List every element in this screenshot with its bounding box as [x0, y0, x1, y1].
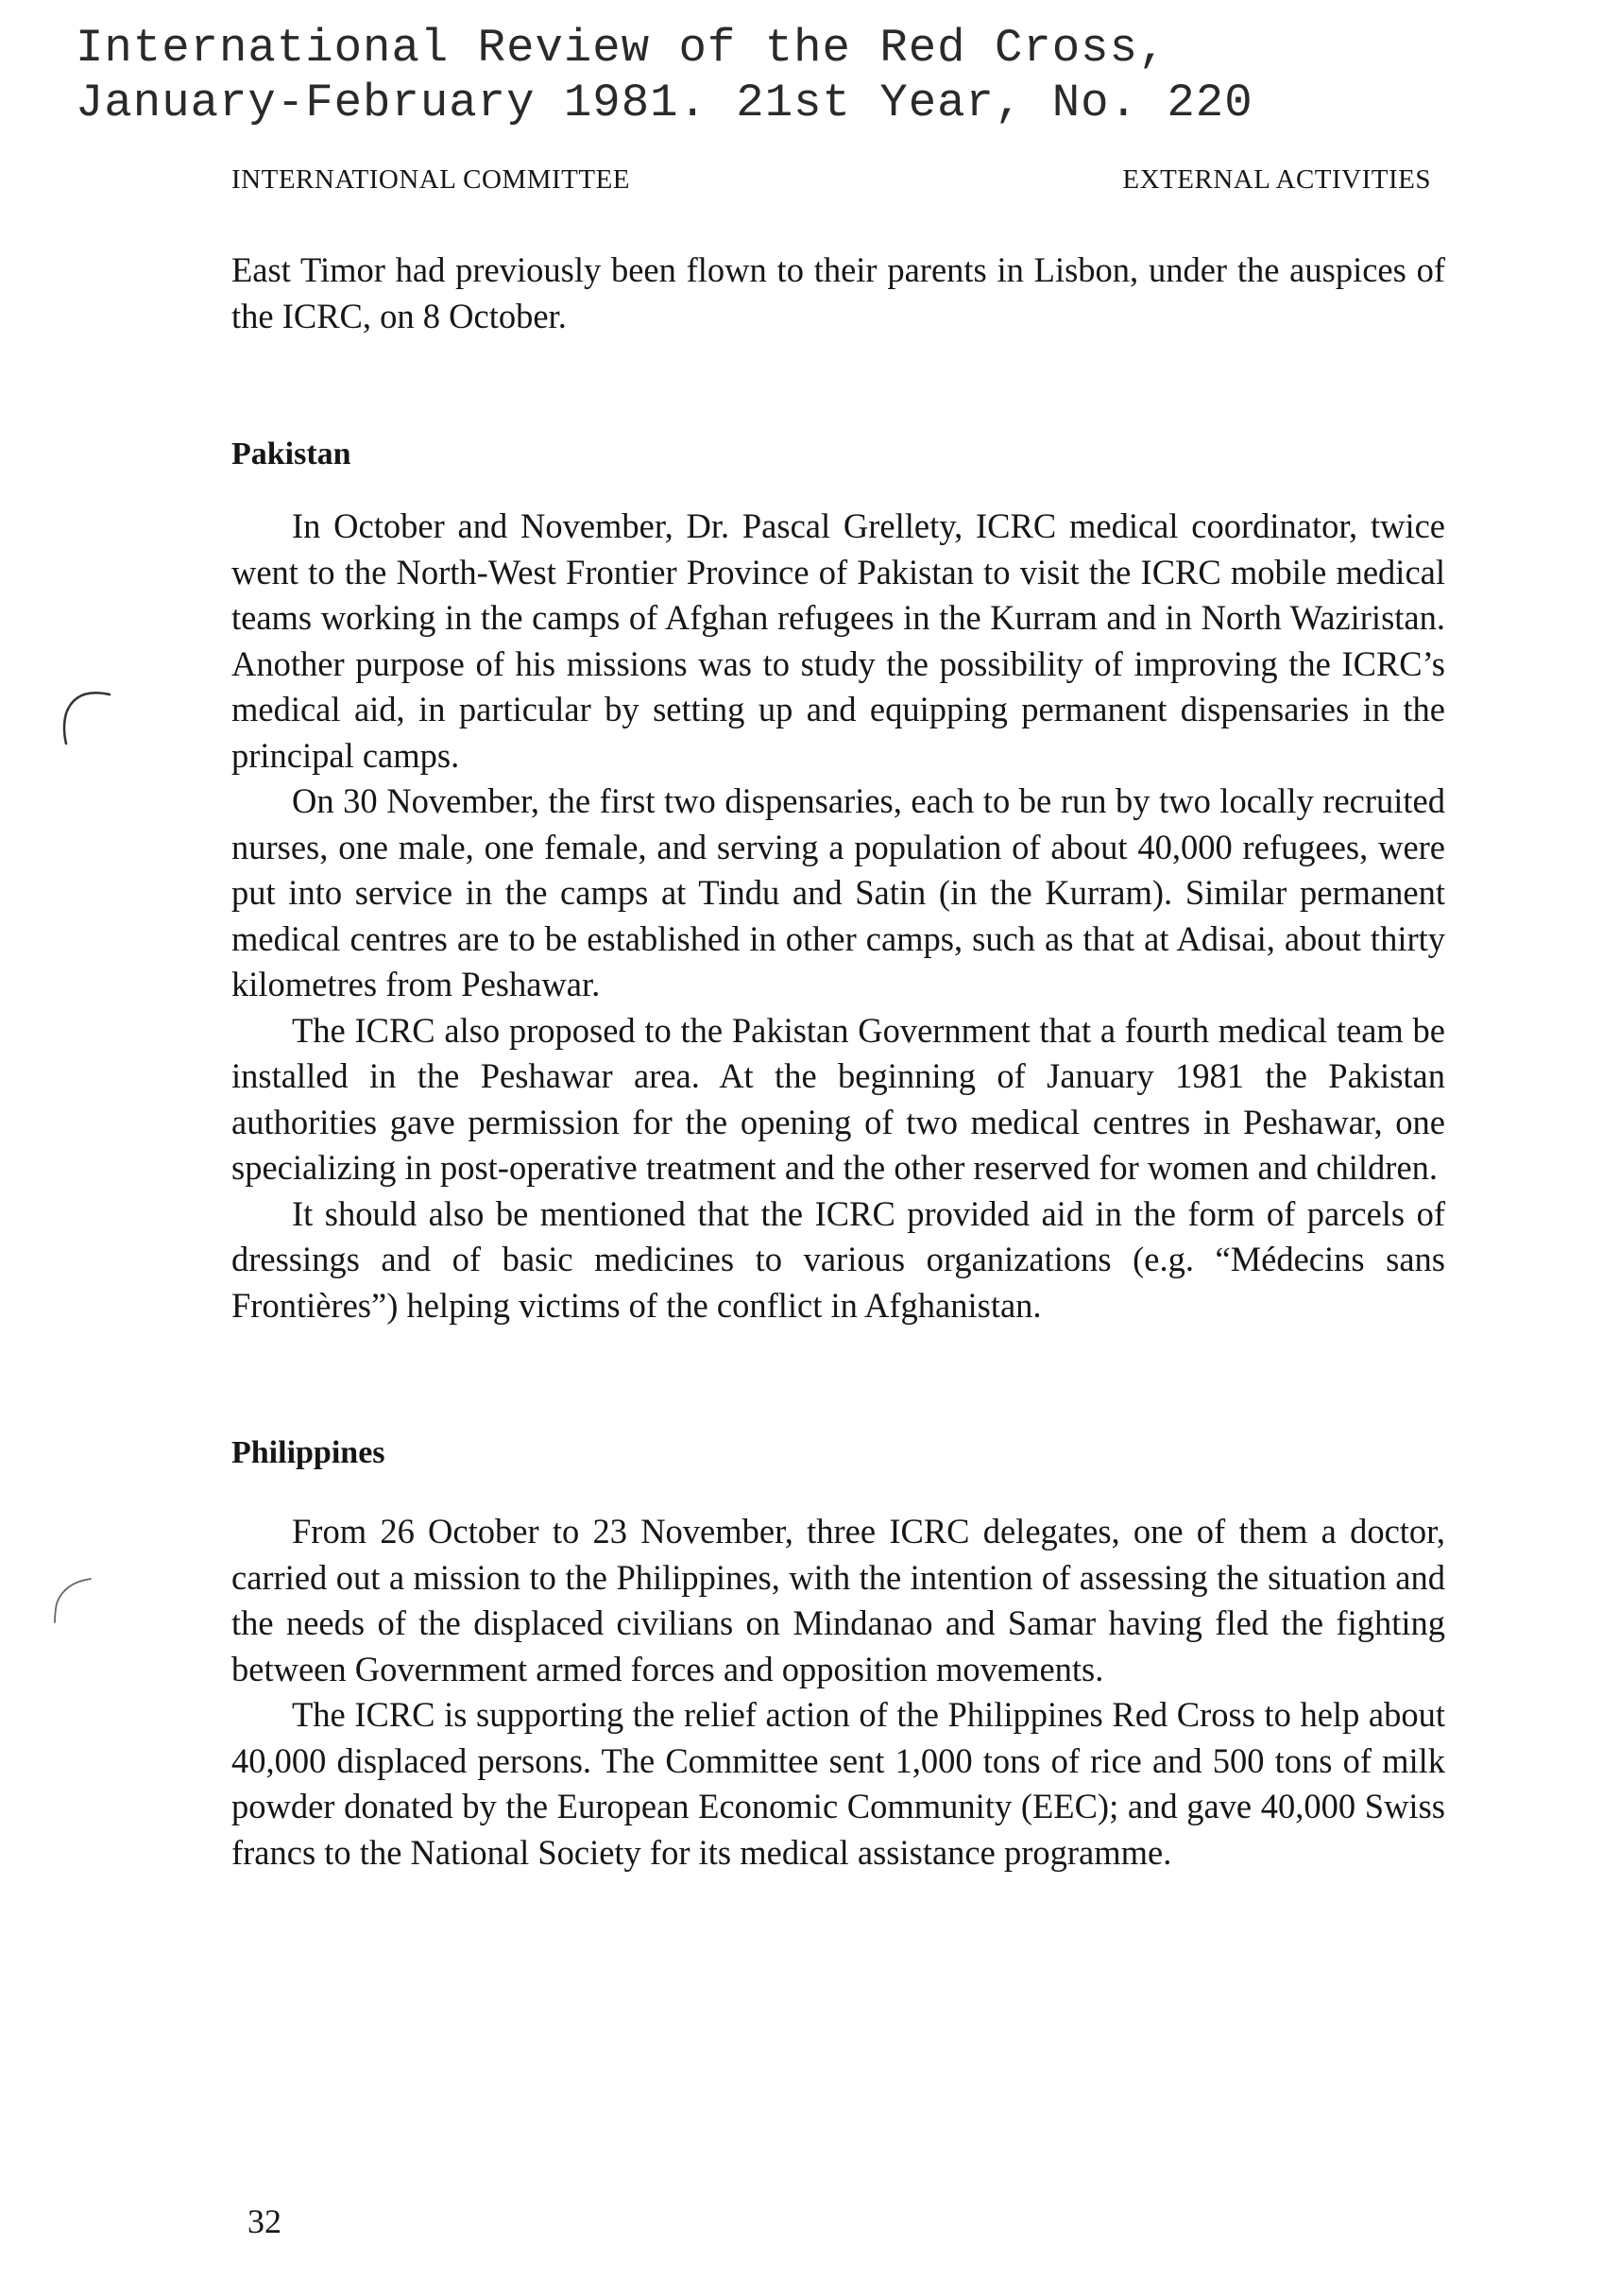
- running-head-left: INTERNATIONAL COMMITTEE: [231, 164, 631, 195]
- section-heading-pakistan: Pakistan: [231, 437, 351, 471]
- pakistan-paragraph-1: In October and November, Dr. Pascal Grellety, ICRC medical coordinator, twice went to the North-West Frontier Province of Pakistan to visit the ICRC mobile medical teams working in the camps of Afghan refugees in the Kurram and in North Waziristan. Another purpose of his missions was to study the possibility of improving the ICRC’s medical aid, in particular by setting up and equipping permanent dispensaries in the principal camps.: [231, 506, 1445, 775]
- citation-line-2: January-February 1981. 21st Year, No. 220: [76, 77, 1253, 129]
- continuation-paragraph: East Timor had previously been flown to their parents in Lisbon, under the auspices of the ICRC, on 8 October.: [231, 250, 1445, 335]
- pakistan-paragraph-4: It should also be mentioned that the ICRC provided aid in the form of parcels of dressings and of basic medicines to various organizations (e.g. “Médecins sans Frontières”) helping victims of the conflict in Afghanistan.: [231, 1193, 1445, 1325]
- margin-pencil-mark-bottom: [47, 1573, 94, 1630]
- typed-citation-header: [76, 21, 1253, 130]
- philippines-paragraph-1: From 26 October to 23 November, three ICRC delegates, one of them a doctor, carried out a mission to the Philippines, with the intention of assessing the situation and the needs of the displaced civilians on Mindanao and Samar having fled the fighting between Government armed forces and opposition movements.: [231, 1512, 1445, 1688]
- margin-pencil-mark-top: [57, 685, 113, 751]
- running-head-right: EXTERNAL ACTIVITIES: [1122, 164, 1431, 195]
- pakistan-paragraph-3: The ICRC also proposed to the Pakistan Government that a fourth medical team be installed in the Peshawar area. At the beginning of January 1981 the Pakistan authorities gave permission for the opening of two medical centres in Peshawar, one specializing in post-operative treatment and the other reserved for women and children.: [231, 1010, 1445, 1187]
- section-heading-philippines: Philippines: [231, 1435, 385, 1470]
- running-head: [231, 164, 1431, 196]
- philippines-paragraph-2: The ICRC is supporting the relief action of the Philippines Red Cross to help about 40,000 displaced persons. The Committee sent 1,000 tons of rice and 500 tons of milk powder donated by the European Economic Community (EEC); and gave 40,000 Swiss francs to the National Society for its medical assistance programme.: [231, 1695, 1445, 1872]
- page-number: 32: [247, 2202, 281, 2240]
- citation-line-1: International Review of the Red Cross,: [76, 22, 1167, 75]
- pakistan-paragraph-2: On 30 November, the first two dispensaries, each to be run by two locally recruited nurses, one male, one female, and serving a population of about 40,000 refugees, were put into service in the camps at Tindu and Satin (in the Kurram). Similar permanent medical centres are to be established in other camps, such as that at Adisai, about thirty kilometres from Peshawar.: [231, 781, 1445, 1003]
- article-body: [231, 248, 1445, 1876]
